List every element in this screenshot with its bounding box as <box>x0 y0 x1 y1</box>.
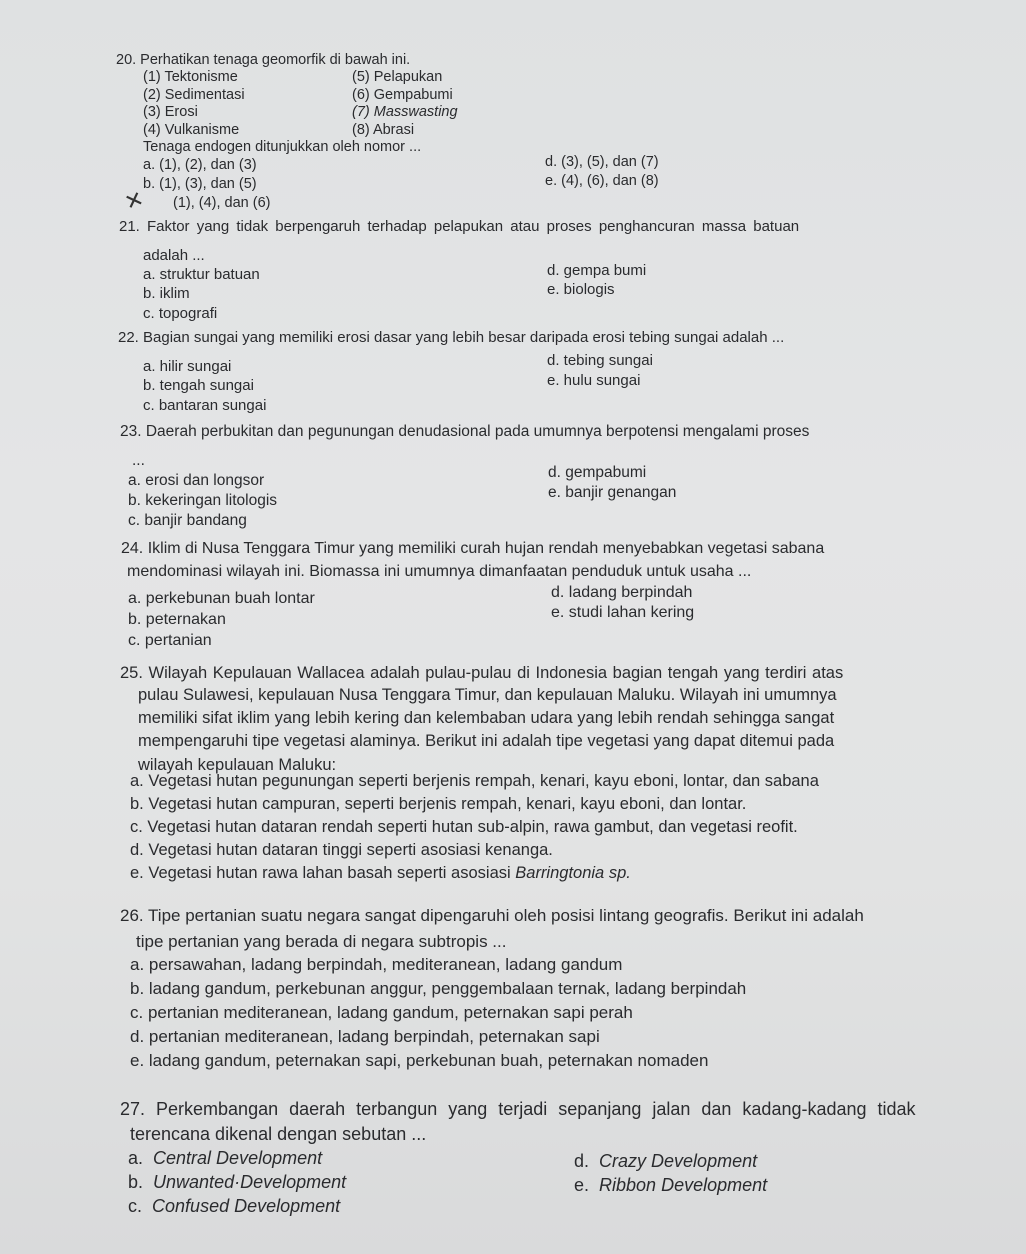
q27-option-e-text: Ribbon Development <box>599 1175 768 1195</box>
q21-option-e: e. biologis <box>547 281 615 298</box>
q20-option-c: (1), (4), dan (6) <box>173 195 271 211</box>
q27-option-d <box>574 1151 757 1172</box>
q21-option-d: d. gempa bumi <box>547 262 647 279</box>
q20-option-b: b. (1), (3), dan (5) <box>143 176 257 192</box>
q20-option-e: e. (4), (6), dan (8) <box>545 173 659 189</box>
question-26-stem-2: tipe pertanian yang berada di negara subtropis ... <box>136 932 507 951</box>
q26-option-d: d. pertanian mediteranean, ladang berpindah, peternakan sapi <box>130 1027 600 1046</box>
question-26-stem: 26. Tipe pertanian suatu negara sangat dipengaruhi oleh posisi lintang geografis. Berikut ini adalah <box>120 906 864 925</box>
q27-option-b <box>128 1172 346 1193</box>
question-25-stem: 25. Wilayah Kepulauan Wallacea adalah pulau-pulau di Indonesia bagian tengah yang terdiri atas <box>120 664 844 682</box>
q26-option-b: b. ladang gandum, perkebunan anggur, penggembalaan ternak, ladang berpindah <box>130 979 747 998</box>
q27-option-b-text: Unwanted·Development <box>153 1172 347 1192</box>
q20-item-1: (1) Tektonisme <box>143 69 238 85</box>
question-24-stem: 24. Iklim di Nusa Tenggara Timur yang memiliki curah hujan rendah menyebabkan vegetasi sabana <box>121 540 825 557</box>
q20-option-a: a. (1), (2), dan (3) <box>143 157 257 173</box>
q22-option-b: b. tengah sungai <box>143 377 254 394</box>
question-21-stem: 21. Faktor yang tidak berpengaruh terhadap pelapukan atau proses penghancuran massa batuan <box>119 218 800 235</box>
q27-option-c <box>128 1196 340 1217</box>
q24-option-c: c. pertanian <box>128 632 212 649</box>
q20-question: Tenaga endogen ditunjukkan oleh nomor ... <box>143 139 422 155</box>
question-22-stem: 22. Bagian sungai yang memiliki erosi dasar yang lebih besar daripada erosi tebing sungai adalah ... <box>118 329 785 346</box>
q20-item-7: (7) Masswasting <box>352 104 458 120</box>
q23-option-d: d. gempabumi <box>548 464 647 481</box>
q20-item-5: (5) Pelapukan <box>352 69 443 85</box>
q22-option-a: a. hilir sungai <box>143 358 232 375</box>
q20-item-4: (4) Vulkanisme <box>143 122 240 138</box>
q26-option-a: a. persawahan, ladang berpindah, mediteranean, ladang gandum <box>130 955 623 974</box>
question-24-stem-2: mendominasi wilayah ini. Biomassa ini umumnya dimanfaatan penduduk untuk usaha ... <box>127 563 752 580</box>
question-27-stem: 27. Perkembangan daerah terbangun yang terjadi sepanjang jalan dan kadang-kadang tidak <box>120 1099 916 1119</box>
question-25-stem-2: pulau Sulawesi, kepulauan Nusa Tenggara Timur, dan kepulauan Maluku. Wilayah ini umumnya <box>138 686 837 704</box>
question-21-stem-2: adalah ... <box>143 247 205 264</box>
question-23-stem: 23. Daerah perbukitan dan pegunungan denudasional pada umumnya berpotensi mengalami proses <box>120 423 810 440</box>
q25-option-e <box>130 864 631 883</box>
q27-option-c-text: Confused Development <box>152 1196 341 1216</box>
q24-option-e: e. studi lahan kering <box>551 604 695 621</box>
q23-option-b: b. kekeringan litologis <box>128 492 278 509</box>
q23-option-e: e. banjir genangan <box>548 484 677 501</box>
q20-item-6: (6) Gempabumi <box>352 87 453 103</box>
question-25-stem-3: memiliki sifat iklim yang lebih kering dan kelembaban udara yang lebih rendah sehingga sangat <box>138 709 835 727</box>
q20-item-2: (2) Sedimentasi <box>143 87 245 103</box>
q27-option-e-label: e. <box>574 1175 590 1195</box>
handwritten-check-icon: ✕ <box>121 185 147 216</box>
question-20 <box>116 52 410 70</box>
q20-item-8: (8) Abrasi <box>352 122 415 138</box>
question-25-stem-5: wilayah kepulauan Maluku: <box>138 756 337 774</box>
q27-option-c-label: c. <box>128 1196 143 1216</box>
q21-option-b: b. iklim <box>143 285 190 302</box>
q23-option-a: a. erosi dan longsor <box>128 472 265 489</box>
q26-option-e: e. ladang gandum, peternakan sapi, perkebunan buah, peternakan nomaden <box>130 1051 709 1070</box>
q27-option-d-label: d. <box>574 1151 590 1171</box>
q21-option-a: a. struktur batuan <box>143 266 260 283</box>
q25-option-e-text: e. Vegetasi hutan rawa lahan basah seperti asosiasi <box>130 864 516 882</box>
q20-option-d: d. (3), (5), dan (7) <box>545 154 659 170</box>
q27-option-e <box>574 1175 767 1196</box>
q27-option-d-text: Crazy Development <box>599 1151 758 1171</box>
q27-option-a-label: a. <box>128 1148 144 1168</box>
q27-option-a <box>128 1148 322 1169</box>
question-23-stem-2: ... <box>132 452 145 469</box>
q27-option-a-text: Central Development <box>153 1148 323 1168</box>
question-25-stem-4: mempengaruhi tipe vegetasi alaminya. Berikut ini adalah tipe vegetasi yang dapat ditemui pada <box>138 732 835 750</box>
q23-option-c: c. banjir bandang <box>128 512 247 529</box>
question-20-stem: 20. Perhatikan tenaga geomorfik di bawah ini. <box>116 52 411 68</box>
q20-item-3: (3) Erosi <box>143 104 198 120</box>
q25-option-d: d. Vegetasi hutan dataran tinggi seperti asosiasi kenanga. <box>130 841 553 859</box>
q24-option-d: d. ladang berpindah <box>551 584 693 601</box>
q25-option-e-species: Barringtonia sp. <box>515 864 631 882</box>
question-27-stem-2: terencana dikenal dengan sebutan ... <box>130 1124 427 1144</box>
q24-option-b: b. peternakan <box>128 611 226 628</box>
q25-option-c: c. Vegetasi hutan dataran rendah seperti hutan sub-alpin, rawa gambut, dan vegetasi reofit. <box>130 818 798 836</box>
q22-option-c: c. bantaran sungai <box>143 397 267 414</box>
q27-option-b-label: b. <box>128 1172 144 1192</box>
q25-option-b: b. Vegetasi hutan campuran, seperti berjenis rempah, kenari, kayu eboni, dan lontar. <box>130 795 747 813</box>
q22-option-e: e. hulu sungai <box>547 372 641 389</box>
q22-option-d: d. tebing sungai <box>547 352 653 369</box>
q25-option-a: a. Vegetasi hutan pegunungan seperti berjenis rempah, kenari, kayu eboni, lontar, dan sabana <box>130 772 819 790</box>
q24-option-a: a. perkebunan buah lontar <box>128 590 315 607</box>
q21-option-c: c. topografi <box>143 305 218 322</box>
q26-option-c: c. pertanian mediteranean, ladang gandum, peternakan sapi perah <box>130 1003 633 1022</box>
